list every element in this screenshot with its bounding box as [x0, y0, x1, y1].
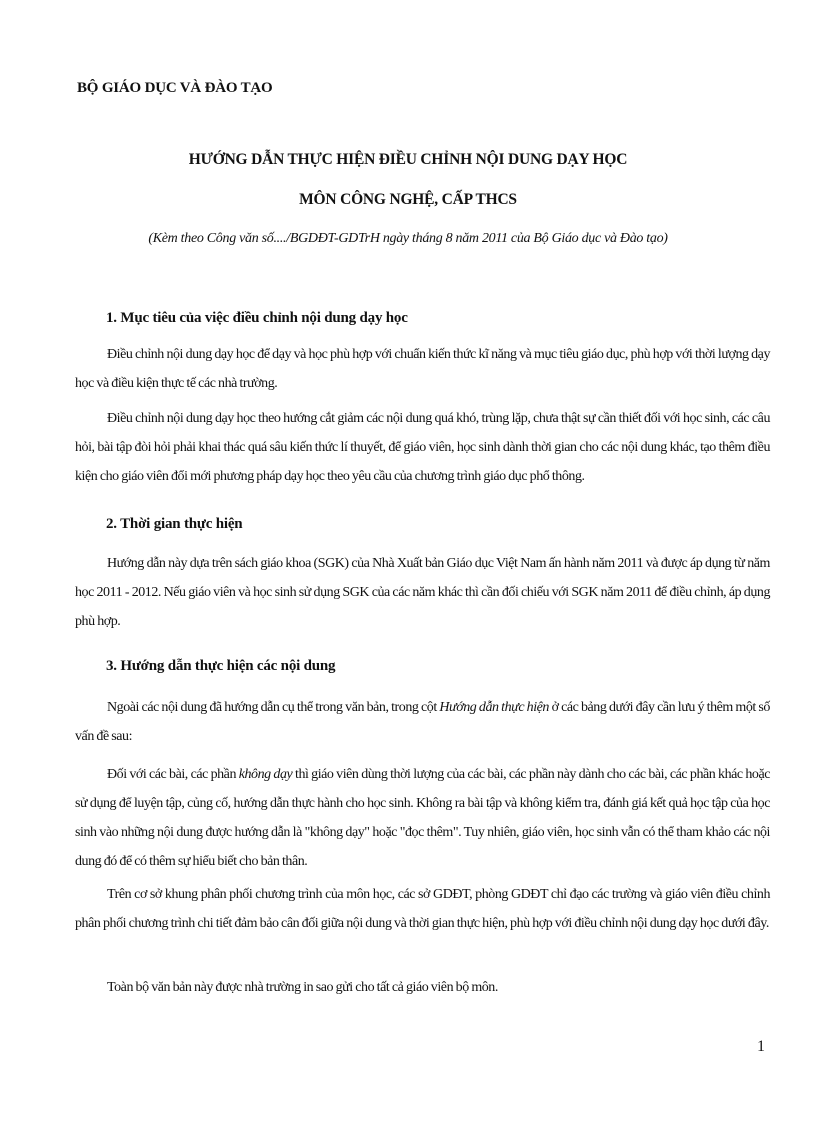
document-title-line2: MÔN CÔNG NGHỆ, CẤP THCS	[299, 191, 517, 208]
p1-emphasis: Hướng dẫn thực hiện	[439, 700, 549, 715]
p2-emphasis: không dạy	[238, 767, 293, 782]
ministry-name: BỘ GIÁO DỤC VÀ ĐÀO TẠO	[77, 80, 273, 96]
page-number: 1	[757, 1038, 765, 1055]
section-2-heading: 2. Thời gian thực hiện	[106, 516, 243, 532]
section-3-paragraph-4: Toàn bộ văn bản này được nhà trường in sao gửi cho tất cả giáo viên bộ môn.	[107, 980, 498, 995]
p1-text-start: Ngoài các nội dung đã hướng dẫn cụ thể trong văn bản, trong cột	[107, 700, 440, 715]
document-subtitle: (Kèm theo Công văn số..../BGDĐT-GDTrH ngày tháng 8 năm 2011 của Bộ Giáo dục và Đào tạo)	[148, 231, 668, 246]
section-1-paragraph-1: Điều chỉnh nội dung dạy học để dạy và học phù hợp với chuẩn kiến thức kĩ năng và mục tiêu giáo dục, phù hợp với thời lượng dạy học và điều kiện thực tế các nhà trường.	[75, 347, 770, 391]
section-3-heading: 3. Hướng dẫn thực hiện các nội dung	[106, 658, 336, 674]
document-title-line1: HƯỚNG DẪN THỰC HIỆN ĐIỀU CHỈNH NỘI DUNG DẠY HỌC	[188, 151, 628, 168]
section-1-heading: 1. Mục tiêu của việc điều chỉnh nội dung dạy học	[106, 310, 408, 326]
p1-text-end: ở các bảng dưới đây cần lưu ý thêm một số vấn đề sau:	[75, 700, 770, 744]
section-3-paragraph-3: Trên cơ sở khung phân phối chương trình của môn học, các sở GDĐT, phòng GDĐT chỉ đạo các trường và giáo viên điều chỉnh phân phối chương trình chi tiết đảm bảo cân đối giữa nội dung và thời gian thực hiện, phù hợp với điều chỉnh nội dung dạy học dưới đây.	[75, 887, 770, 931]
section-1-paragraph-2: Điều chỉnh nội dung dạy học theo hướng cắt giảm các nội dung quá khó, trùng lặp, chưa thật sự cần thiết đối với học sinh, các câu hỏi, bài tập đòi hỏi phải khai thác quá sâu kiến thức lí thuyết, để giáo viên, học sinh dành thời gian cho các nội dung khác, tạo thêm điều kiện cho giáo viên đổi mới phương pháp dạy học theo yêu cầu của chương trình giáo dục phổ thông.	[75, 411, 770, 484]
section-3-paragraph-2	[75, 760, 770, 876]
section-3-paragraph-1	[75, 693, 770, 751]
p2-text-end: thì giáo viên dùng thời lượng của các bài, các phần này dành cho các bài, các phần khác hoặc sử dụng để luyện tập, củng cố, hướng dẫn thực hành cho học sinh. Không ra bài tập và không kiểm tra, đánh giá kết quả học tập của học sinh vào những nội dung được hướng dẫn là "không dạy" hoặc "đọc thêm". Tuy nhiên, giáo viên, học sinh vẫn có thể tham khảo các nội dung đó để có thêm sự hiểu biết cho bản thân.	[75, 767, 770, 869]
section-2-paragraph-1: Hướng dẫn này dựa trên sách giáo khoa (SGK) của Nhà Xuất bản Giáo dục Việt Nam ấn hành năm 2011 và được áp dụng từ năm học 2011 - 2012. Nếu giáo viên và học sinh sử dụng SGK của các năm khác thì cần đối chiếu với SGK năm 2011 để điều chỉnh, áp dụng phù hợp.	[75, 556, 770, 629]
p2-text-start: Đối với các bài, các phần	[107, 767, 239, 782]
